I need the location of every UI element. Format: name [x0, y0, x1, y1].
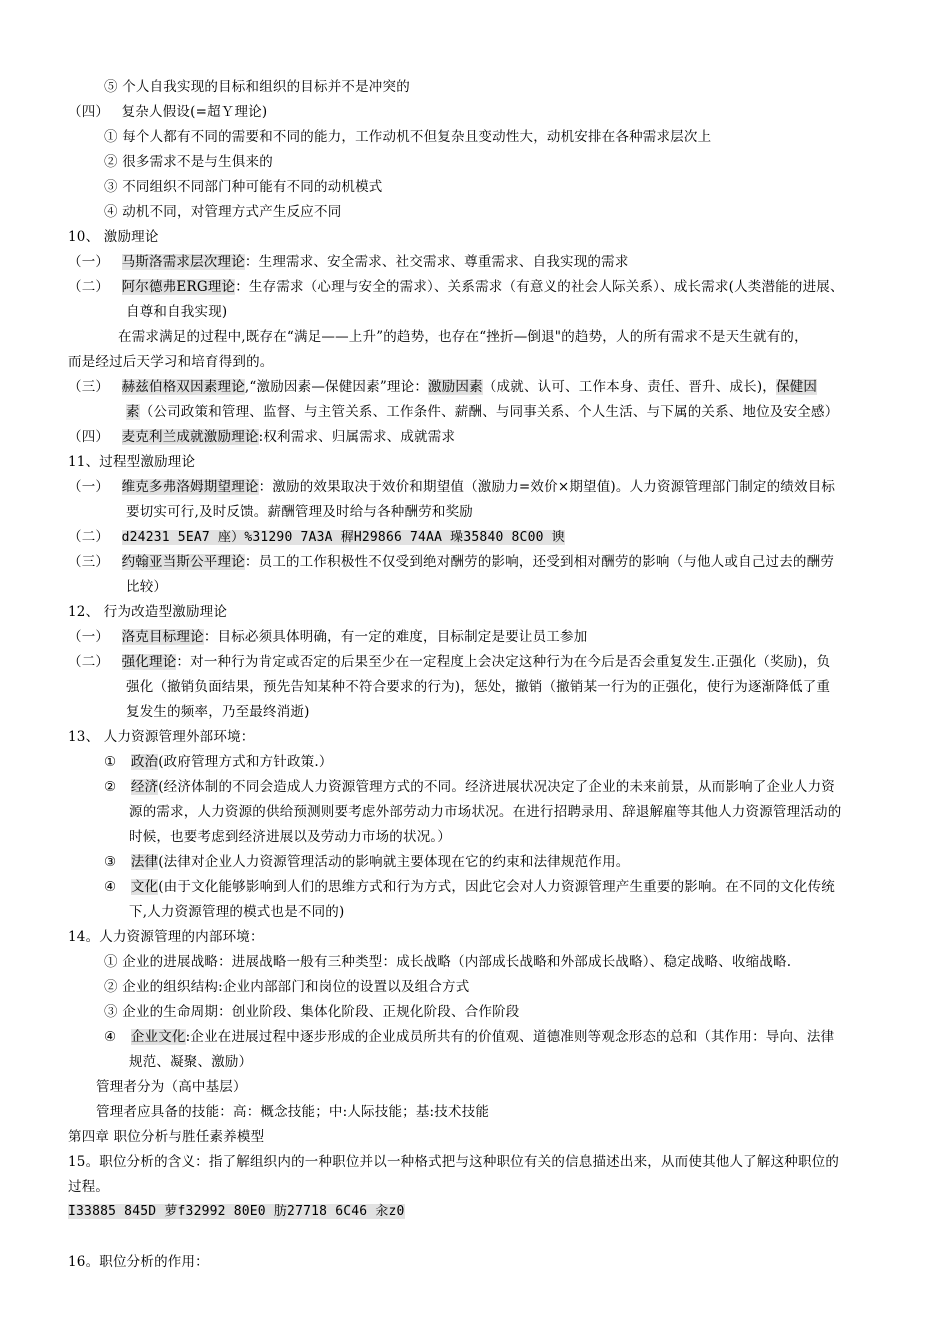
text-line: [68, 103, 267, 121]
highlighted-term: 素: [126, 404, 140, 420]
item-number: ④: [104, 1029, 117, 1045]
text-line: ① 企业的进展战略：进展战略一般有三种类型：成长战略（内部成长战略和外部成长战略）、稳定战略、收缩战略.: [104, 954, 792, 970]
item-text: ：生存需求（心理与安全的需求）、关系需求（有意义的社会人际关系）、成长需求(人类潜能的进展、: [235, 279, 844, 295]
item-number: （二）: [68, 529, 110, 545]
item-number: （三）: [68, 379, 110, 395]
text-line: 下,人力资源管理的模式也是不同的): [129, 904, 345, 920]
text-line: [104, 778, 835, 796]
text-line: ⑤ 个人自我实现的目标和组织的目标并不是冲突的: [104, 79, 410, 95]
item-text: ：员工的工作积极性不仅受到绝对酬劳的影响，还受到相对酬劳的影响（与他人或自己过去的酬劳: [244, 554, 835, 570]
text-line: [68, 378, 817, 396]
text-line: 管理者分为（高中基层）: [96, 1079, 247, 1095]
text-line: [104, 878, 835, 896]
highlighted-term: 保健因: [776, 379, 818, 395]
text-line: 在需求满足的过程中,既存在“满足——上升”的趋势，也存在“挫折—倒退"的趋势，人的所有需求不是天生就有的，: [118, 329, 808, 345]
item-text: ：激励的效果取决于效价和期望值（激励力=效价×期望值)。人力资源管理部门制定的绩效目标: [258, 479, 836, 495]
section-number: （四）: [68, 104, 110, 120]
chapter-heading: 第四章 职位分析与胜任素养模型: [68, 1129, 265, 1145]
section-heading: 11、过程型激励理论: [68, 454, 196, 470]
text-line: ④ 动机不同，对管理方式产生反应不同: [104, 204, 342, 220]
item-number: ③: [104, 854, 117, 870]
text-line: [104, 753, 333, 771]
highlighted-term: 强化理论: [121, 654, 177, 670]
item-text: (法律对企业人力资源管理活动的影响就主要体现在它的约束和法律规范作用。: [158, 854, 630, 870]
highlighted-term: 麦克利兰成就激励理论: [121, 429, 259, 445]
item-text: ：目标必须具体明确，有一定的难度，目标制定是要让员工参加: [203, 629, 588, 645]
highlighted-term: 法律: [130, 854, 159, 870]
highlighted-term: 经济: [130, 779, 159, 795]
item-number: （二）: [68, 279, 110, 295]
garbled-code-text: d24231 5EA7 座）%31290 7A3A 稺H29866 74AA 璪35840 8C00 谀: [121, 530, 565, 545]
text-line: 过程。: [68, 1179, 110, 1195]
text-line: [68, 628, 587, 646]
item-text: (由于文化能够影响到人们的思维方式和行为方式，因此它会对人力资源管理产生重要的影响。在不同的文化传统: [158, 879, 835, 895]
text-line: ① 每个人都有不同的需要和不同的能力，工作动机不但复杂且变动性大，动机安排在各种需求层次上: [104, 129, 712, 145]
text-line: 复发生的频率，乃至最终消逝): [126, 704, 310, 720]
text-line: ③ 企业的生命周期：创业阶段、集体化阶段、正规化阶段、合作阶段: [104, 1004, 520, 1020]
highlighted-term: 洛克目标理论: [121, 629, 204, 645]
text-line: ② 很多需求不是与生俱来的: [104, 154, 273, 170]
highlighted-term: 赫兹伯格双因素理论: [121, 379, 245, 395]
item-number: ①: [104, 754, 117, 770]
item-text: (经济体制的不同会造成人力资源管理方式的不同。经济进展状况决定了企业的未来前景，从而影响了企业人力资: [158, 779, 835, 795]
item-number: （一）: [68, 629, 110, 645]
item-text: （成就、认可、工作本身、责任、晋升、成长)，: [482, 379, 777, 395]
item-text: :企业在进展过程中逐步形成的企业成员所共有的价值观、道德准则等观念形态的总和（其作用：导向、法律: [185, 1029, 835, 1045]
text-line: 要切实可行,及时反馈。薪酬管理及时给与各种酬劳和奖励: [126, 504, 473, 520]
item-text: （公司政策和管理、监督、与主管关系、工作条件、薪酬、与同事关系、个人生活、与下属的关系、地位及安全感）: [139, 404, 839, 420]
highlighted-term: 阿尔德弗ERG理论: [121, 279, 236, 295]
text-line: [68, 528, 565, 547]
highlighted-term: 激励因素: [428, 379, 483, 395]
section-heading: 10、 激励理论: [68, 229, 159, 245]
item-number: （一）: [68, 254, 110, 270]
text-line: 而是经过后天学习和培育得到的。: [68, 354, 274, 370]
item-text: ：生理需求、安全需求、社交需求、尊重需求、自我实现的需求: [244, 254, 629, 270]
text-line: [68, 653, 830, 671]
text-line: 源的需求，人力资源的供给预测则要考虑外部劳动力市场状况。在进行招聘录用、辞退解雇等其他人力资源管理活动的: [129, 804, 842, 820]
item-number: （二）: [68, 654, 110, 670]
text-line: [68, 478, 835, 496]
item-text: ：对一种行为肯定或否定的后果至少在一定程度上会决定这种行为在今后是否会重复发生.正强化（奖励)，负: [176, 654, 831, 670]
text-line: [104, 853, 630, 871]
section-heading: 13、 人力资源管理外部环境：: [68, 729, 255, 745]
highlighted-term: 马斯洛需求层次理论: [121, 254, 245, 270]
item-number: ④: [104, 879, 117, 895]
item-number: （三）: [68, 554, 110, 570]
section-heading: 14。人力资源管理的内部环境：: [68, 929, 264, 945]
text-line: ② 企业的组织结构:企业内部部门和岗位的设置以及组合方式: [104, 979, 470, 995]
garbled-code-text: [68, 1203, 405, 1221]
text-line: 自尊和自我实现): [126, 304, 228, 320]
text-line: [68, 428, 455, 446]
highlighted-term: 维克多弗洛姆期望理论: [121, 479, 259, 495]
text-line: ③ 不同组织不同部门种可能有不同的动机模式: [104, 179, 383, 195]
text-line: 15。职位分析的含义：指了解组织内的一种职位并以一种格式把与这种职位有关的信息描述出来，从而使其他人了解这种职位的: [68, 1154, 840, 1170]
text-line: [104, 1028, 834, 1046]
text-line: 时候，也要考虑到经济进展以及劳动力市场的状况。）: [129, 829, 452, 845]
text-line: [68, 278, 844, 296]
item-text: :权利需求、归属需求、成就需求: [258, 429, 456, 445]
text-line: 强化（撤销负面结果，预先告知某种不符合要求的行为)，惩处，撤销（撤销某一行为的正强化，使行为逐渐降低了重: [126, 679, 831, 695]
text-line: 比较）: [126, 579, 168, 595]
item-number: ②: [104, 779, 117, 795]
text-line: [126, 403, 838, 421]
item-text: (政府管理方式和方针政策.）: [158, 754, 333, 770]
section-title: 复杂人假设(=超Ｙ理论): [121, 104, 268, 120]
item-number: （一）: [68, 479, 110, 495]
text-line: [68, 253, 629, 271]
item-number: （四）: [68, 429, 110, 445]
item-text: ,“激励因素—保健因素”理论：: [244, 379, 429, 395]
highlighted-term: 约翰亚当斯公平理论: [121, 554, 245, 570]
text-line: [68, 553, 834, 571]
garbled-code-text: I33885 845D 萝f32992 80E0 肪27718 6C46 汆z0: [68, 1204, 405, 1219]
section-heading: 12、 行为改造型激励理论: [68, 604, 228, 620]
text-line: 管理者应具备的技能：高：概念技能；中:人际技能；基:技术技能: [96, 1104, 490, 1120]
highlighted-term: 政治: [130, 754, 159, 770]
text-line: 规范、凝聚、激励）: [129, 1054, 253, 1070]
highlighted-term: 文化: [130, 879, 159, 895]
highlighted-term: 企业文化: [130, 1029, 186, 1045]
section-heading: 16。职位分析的作用：: [68, 1254, 209, 1270]
